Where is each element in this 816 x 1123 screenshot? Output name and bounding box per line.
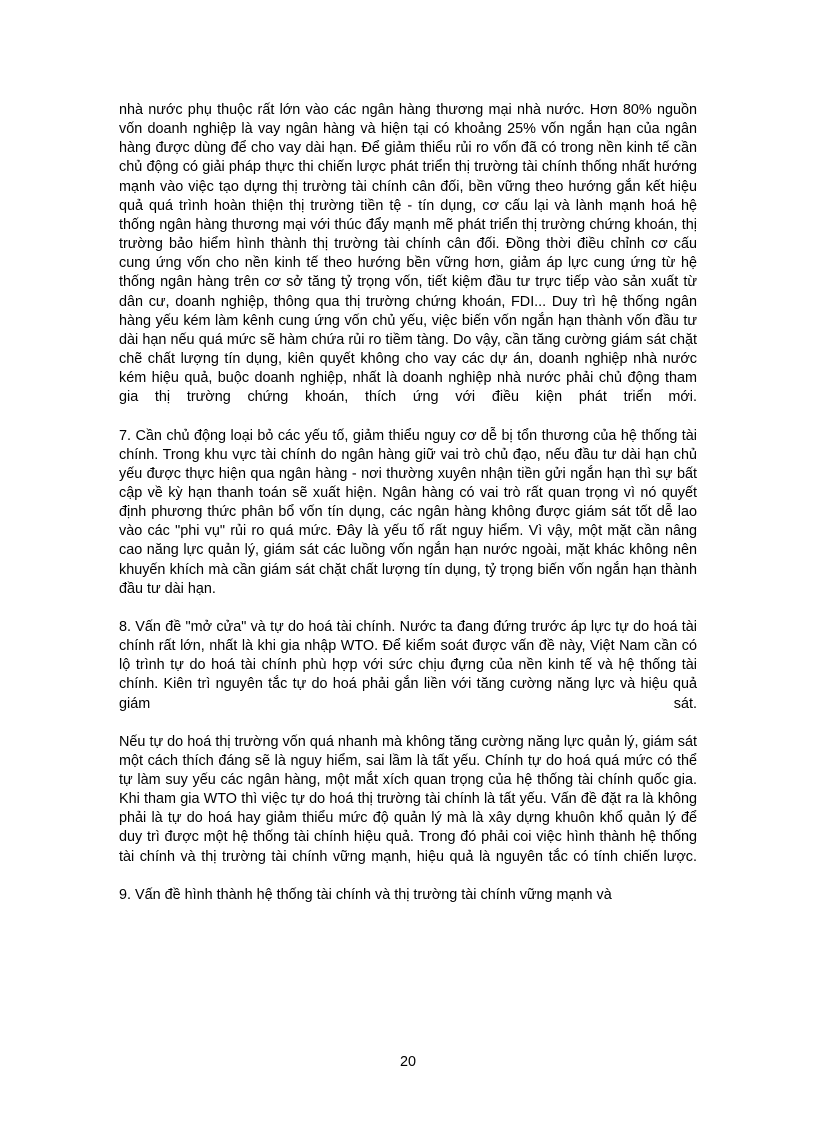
paragraph-section-7: 7. Cần chủ động loại bỏ các yếu tố, giảm thiểu nguy cơ dễ bị tổn thương của hệ thống tài chính. Trong khu vực tài chính do ngân hàng giữ vai trò chủ đạo, nếu đầu tư dài hạn chủ yếu được thực hiện qua ngân hàng - nơi thường xuyên nhận tiền gửi ngắn hạn thì sự bất cập về kỳ hạn thanh toán sẽ xuất hiện. Ngân hàng có vai trò rất quan trọng vì nó quyết định phương thức phân bổ vốn tín dụng, các ngân hàng không được giám sát tốt dễ lao vào các "phi vụ" rủi ro quá mức. Đây là yếu tố rất nguy hiểm. Vì vậy, một mặt cần nâng cao năng lực quản lý, giám sát các luồng vốn ngắn hạn nước ngoài, mặt khác không nên khuyến khích mà cần giám sát chặt chất lượng tín dụng, tỷ trọng biến vốn ngắn hạn thành đầu tư dài hạn. [119,427,697,597]
paragraph-section-8: 8. Vấn đề "mở cửa" và tự do hoá tài chính. Nước ta đang đứng trước áp lực tự do hoá tài chính rất lớn, nhất là khi gia nhập WTO. Để kiểm soát được vấn đề này, Việt Nam cần có lộ trình tự do hoá tài chính phù hợp với sức chịu đựng của nền kinh tế và hệ thống tài chính. Kiên trì nguyên tắc tự do hoá phải gắn liền với tăng cường năng lực và hiệu quả giám sát. [119,618,697,712]
paragraph-section-9: 9. Vấn đề hình thành hệ thống tài chính và thị trường tài chính vững mạnh và [119,886,612,903]
paragraph-liberalization: Nếu tự do hoá thị trường vốn quá nhanh mà không tăng cường năng lực quản lý, giám sát một cách thích đáng sẽ là nguy hiểm, sai lầm là tất yếu. Chính tự do hoá quá mức có thể tự làm suy yếu các ngân hàng, một mắt xích quan trọng của hệ thống tài chính quốc gia. Khi tham gia WTO thì việc tự do hoá thị trường tài chính là tất yếu. Vấn đề đặt ra là không phải là tự do hoá hay giảm thiểu mức độ quản lý mà là xây dựng khuôn khổ quản lý để duy trì được một hệ thống tài chính hiệu quả. Trong đó phải coi việc hình thành hệ thống tài chính và thị trường tài chính vững mạnh, hiệu quả là nguyên tắc có tính chiến lược. [119,733,697,865]
page-number: 20 [399,1054,416,1070]
paragraph-banking-dependence: nhà nước phụ thuộc rất lớn vào các ngân hàng thương mại nhà nước. Hơn 80% nguồn vốn doanh nghiệp là vay ngân hàng và hiện tại có khoảng 25% vốn ngắn hạn của ngân hàng được dùng để cho vay dài hạn. Để giảm thiểu rủi ro vốn đã có trong nền kinh tế cần chủ động có giải pháp thực thi chiến lược phát triển thị trường tài chính thống nhất hướng mạnh vào việc tạo dựng thị trường tài chính cân đối, bền vững theo hướng gắn kết hiệu quả quá trình hoàn thiện thị trường tiền tệ - tín dụng, cơ cấu lại và lành mạnh hoá hệ thống ngân hàng thương mại với thúc đẩy mạnh mẽ phát triển thị trường chứng khoán, thị trường bảo hiểm hình thành thị trường tài chính cân đối. Đồng thời điều chỉnh cơ cấu cung ứng vốn cho nền kinh tế theo hướng bền vững hơn, giảm áp lực cung ứng từ hệ thống ngân hàng trên cơ sở tăng tỷ trọng vốn, tiết kiệm đầu tư trực tiếp vào sản xuất từ dân cư, doanh nghiệp, thông qua thị trường chứng khoán, FDI... Duy trì hệ thống ngân hàng yếu kém làm kênh cung ứng vốn chủ yếu, việc biến vốn ngắn hạn thành vốn đầu tư dài hạn nếu quá mức sẽ hàm chứa rủi ro tiềm tàng. Do vậy, cần tăng cường giám sát chặt chẽ chất lượng tín dụng, kiên quyết không cho vay các dự án, doanh nghiệp nhà nước kém hiệu quả, buộc doanh nghiệp, nhất là doanh nghiệp nhà nước phải chủ động tham gia thị trường chứng khoán, thích ứng với điều kiện phát triển mới. [119,102,697,406]
document-body [119,101,697,924]
